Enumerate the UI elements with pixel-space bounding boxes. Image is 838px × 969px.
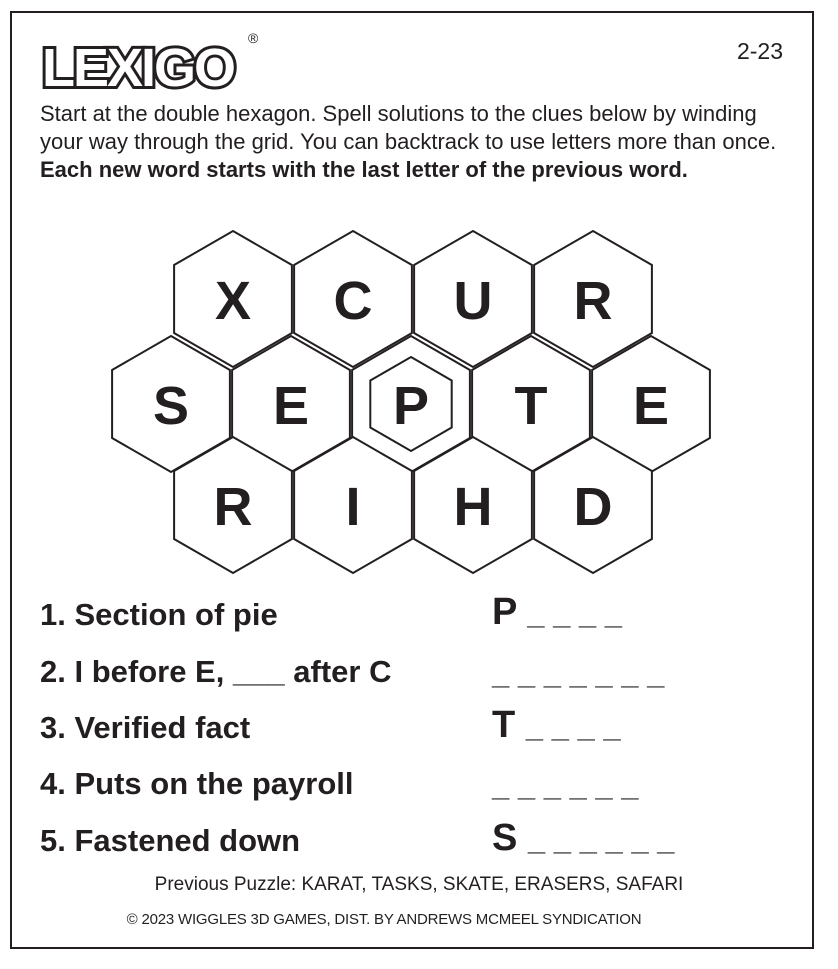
instructions	[40, 100, 800, 184]
clue-3: 3. Verified fact	[40, 710, 251, 745]
answer-3[interactable]	[492, 704, 621, 747]
instructions-plain: Start at the double hexagon. Spell solutions to the clues below by winding your way through the grid. You can backtrack to use letters more than once.	[40, 101, 777, 154]
hex-letter: S	[152, 376, 190, 436]
hex-letter: H	[453, 477, 493, 537]
hex-letter: T	[514, 376, 548, 436]
clue-4: 4. Puts on the payroll	[40, 766, 354, 801]
clue-5: 5. Fastened down	[40, 823, 301, 858]
previous-puzzle: Previous Puzzle: KARAT, TASKS, SKATE, ERASERS, SAFARI	[154, 874, 684, 895]
instructions-bold: Each new word starts with the last letter of the previous word.	[40, 157, 688, 182]
answer-blanks: _ _ _ _	[525, 709, 621, 744]
clue-2: 2. I before E, ___ after C	[40, 654, 392, 689]
logo-text: LEXIGO	[42, 38, 235, 96]
answer-4[interactable]	[492, 768, 639, 804]
puzzle-number: 2-23	[736, 38, 783, 64]
answer-blanks: _ _ _ _ _ _	[527, 822, 675, 857]
answer-first-letter: S	[492, 817, 528, 859]
hex-letter: R	[573, 271, 613, 331]
answer-first-letter: P	[492, 591, 528, 633]
answer-blanks: _ _ _ _ _ _	[492, 768, 639, 803]
answer-blanks: _ _ _ _	[527, 596, 623, 631]
hex-letter: E	[632, 376, 670, 436]
answer-1[interactable]	[492, 591, 622, 634]
hex-letter: C	[333, 271, 373, 331]
hex-letter: I	[345, 477, 361, 537]
clue-1: 1. Section of pie	[40, 597, 278, 632]
hex-letter: P	[392, 376, 430, 436]
lexigo-logo	[38, 34, 270, 96]
answer-blanks: _ _ _ _ _ _ _	[492, 656, 665, 691]
hex-letter: X	[214, 271, 252, 331]
copyright: © 2023 WIGGLES 3D GAMES, DIST. BY ANDREWS MCMEEL SYNDICATION	[126, 911, 642, 928]
hex-letter: D	[573, 477, 613, 537]
answer-first-letter: T	[492, 704, 526, 746]
answer-2[interactable]	[492, 656, 664, 692]
answer-5[interactable]	[492, 817, 674, 860]
registered-mark: ®	[248, 30, 259, 46]
hex-letter: E	[272, 376, 310, 436]
hex-letter: U	[453, 271, 493, 331]
hex-letter: R	[213, 477, 253, 537]
